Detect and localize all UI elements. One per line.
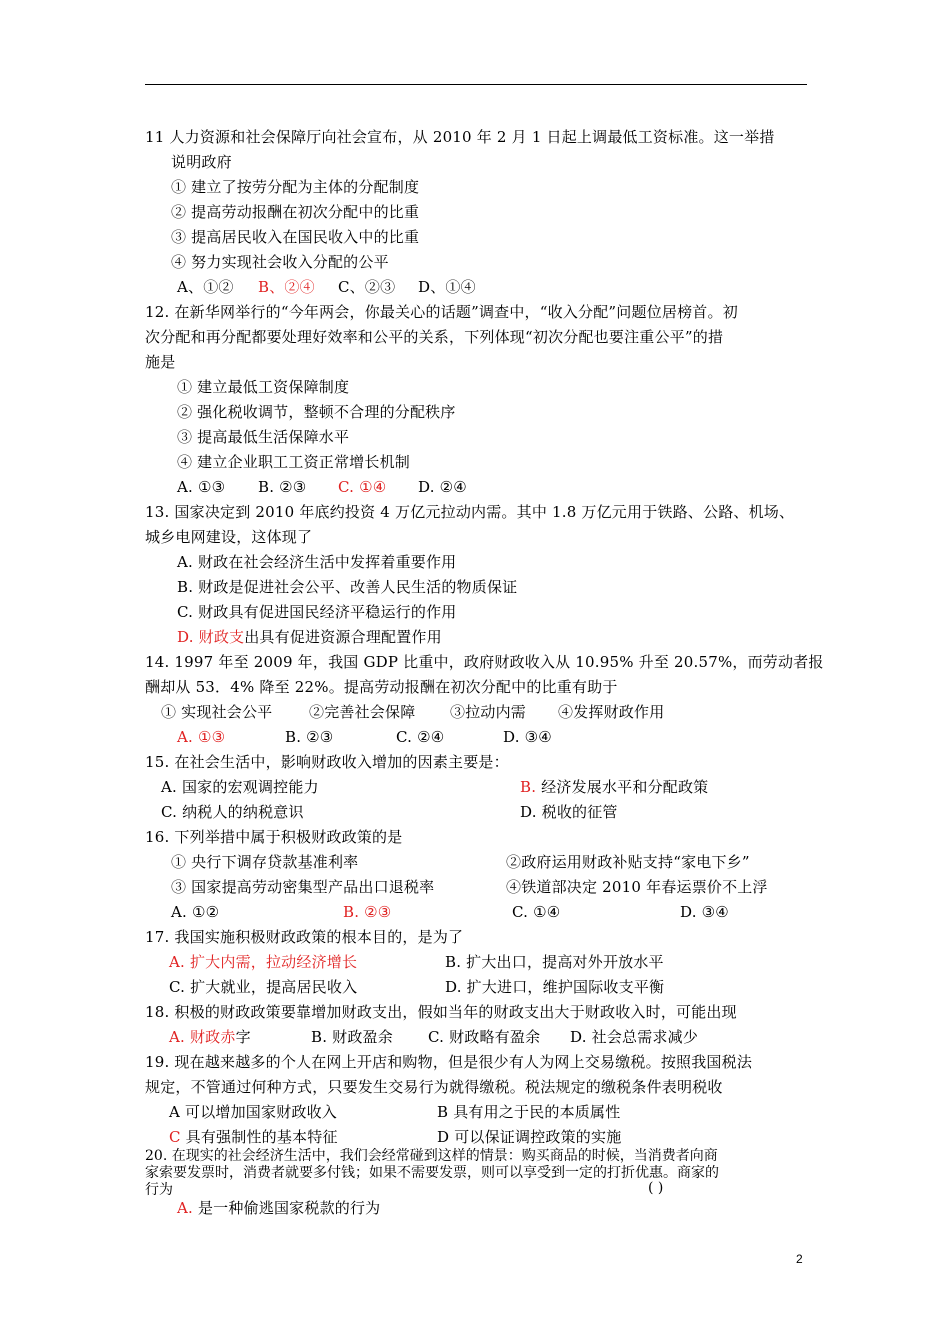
q12-stem: 12. 在新华网举行的“今年两会，你最关心的话题”调查中，“收入分配”问题位居榜首。初	[145, 303, 738, 321]
q15-choice-b-text: 经济发展水平和分配政策	[536, 778, 709, 796]
q13-stem: 13. 国家决定到 2010 年底约投资 4 万亿元拉动内需。其中 1.8 万亿元用于铁路、公路、机场、	[145, 503, 795, 521]
q12-option-2: ② 强化税收调节，整顿不合理的分配秩序	[177, 403, 456, 421]
q16-choice-a: A. ①②	[171, 903, 220, 921]
q12-stem-cont: 次分配和再分配都要处理好效率和公平的关系，下列体现“初次分配也要注重公平”的措	[145, 328, 724, 346]
q16-option-3: ③ 国家提高劳动密集型产品出口退税率	[171, 878, 435, 896]
q16-choice-b-answer: B. ②③	[343, 903, 392, 921]
q11-choice-c: C、②③	[338, 278, 396, 296]
q17-stem: 17. 我国实施积极财政政策的根本目的，是为了	[145, 928, 464, 946]
q20-choice-a	[177, 1198, 380, 1218]
q12-choice-d: D. ②④	[418, 478, 467, 496]
q16-option-4: ④铁道部决定 2010 年春运票价不上浮	[506, 878, 768, 896]
q20-choice-a-body: 是一种偷逃国家税款的行为	[193, 1199, 381, 1217]
q20-stem: 20. 在现实的社会经济生活中，我们会经常碰到这样的情景：购买商品的时候，当消费者向商	[145, 1148, 718, 1164]
q13-choice-a: A. 财政在社会经济生活中发挥着重要作用	[177, 553, 457, 571]
q13-choice-d-answer-mark: D. 财政支	[177, 628, 245, 646]
q16-option-2: ②政府运用财政补贴支持“家电下乡”	[506, 853, 750, 871]
q18-choice-b: B. 财政盈余	[311, 1028, 393, 1046]
q13-choice-d	[177, 627, 442, 647]
q11-stem: 11 人力资源和社会保障厅向社会宣布，从 2010 年 2 月 1 日起上调最低工资标准。这一举措	[145, 128, 775, 146]
q13-stem-cont: 城乡电网建设，这体现了	[145, 528, 313, 546]
q18-stem: 18. 积极的财政政策要靠增加财政支出，假如当年的财政支出大于财政收入时，可能出现	[145, 1003, 737, 1021]
q19-stem: 19. 现在越来越多的个人在网上开店和购物，但是很少有人为网上交易缴税。按照我国税法	[145, 1053, 753, 1071]
q14-choice-a-answer: A. ①③	[177, 728, 226, 746]
page-number: 2	[796, 1252, 803, 1266]
q16-stem: 16. 下列举措中属于积极财政政策的是	[145, 828, 403, 846]
q20-answer-blank: ( )	[648, 1180, 664, 1196]
q18-choice-a	[169, 1027, 251, 1047]
q14-stem-cont: 酬却从 53．4% 降至 22%。提高劳动报酬在初次分配中的比重有助于	[145, 678, 618, 696]
q15-choice-d: D. 税收的征管	[520, 803, 618, 821]
q19-choice-b: B 具有用之于民的本质属性	[437, 1103, 621, 1121]
q14-choice-c: C. ②④	[396, 728, 445, 746]
q15-choice-c: C. 纳税人的纳税意识	[161, 803, 304, 821]
q12-option-1: ① 建立最低工资保障制度	[177, 378, 350, 396]
q18-choice-d: D. 社会总需求减少	[570, 1028, 699, 1046]
q11-option-1: ① 建立了按劳分配为主体的分配制度	[171, 178, 420, 196]
q16-choice-c: C. ①④	[512, 903, 561, 921]
q19-choice-c-answer-mark: C	[169, 1128, 181, 1146]
q12-option-3: ③ 提高最低生活保障水平	[177, 428, 350, 446]
q11-stem-cont: 说明政府	[171, 153, 232, 171]
q12-option-4: ④ 建立企业职工工资正常增长机制	[177, 453, 410, 471]
q15-choice-b-answer-mark: B.	[520, 778, 537, 796]
q13-choice-c: C. 财政具有促进国民经济平稳运行的作用	[177, 603, 457, 621]
q15-choice-a: A. 国家的宏观调控能力	[161, 778, 319, 796]
q20-choice-a-answer-mark: A.	[177, 1199, 194, 1217]
q18-choice-a-text: 字	[235, 1028, 251, 1046]
q14-stem: 14. 1997 年至 2009 年，我国 GDP 比重中，政府财政收入从 10.95% 升至 20.57%，而劳动者报	[145, 653, 824, 671]
q12-stem-cont2: 施是	[145, 353, 176, 371]
q16-choice-d: D. ③④	[680, 903, 729, 921]
q14-option-1: ① 实现社会公平	[161, 703, 273, 721]
q14-option-3: ③拉动内需	[450, 703, 527, 721]
q19-choice-c	[169, 1127, 338, 1147]
header-rule	[145, 84, 807, 85]
q15-stem: 15. 在社会生活中，影响财政收入增加的因素主要是：	[145, 753, 509, 771]
q16-option-1: ① 央行下调存贷款基准利率	[171, 853, 359, 871]
q11-option-3: ③ 提高居民收入在国民收入中的比重	[171, 228, 420, 246]
q17-choice-d: D. 扩大进口，维护国际收支平衡	[445, 978, 665, 996]
q11-choice-b-answer: B、②④	[258, 278, 315, 296]
q13-choice-b: B. 财政是促进社会公平、改善人民生活的物质保证	[177, 578, 518, 596]
q14-choice-b: B. ②③	[285, 728, 334, 746]
q12-choice-c-answer: C. ①④	[338, 478, 387, 496]
q12-choice-a: A. ①③	[177, 478, 226, 496]
q19-choice-c-text: 具有强制性的基本特征	[180, 1128, 338, 1146]
q19-choice-a: A 可以增加国家财政收入	[169, 1103, 338, 1121]
q14-option-4: ④发挥财政作用	[558, 703, 665, 721]
q18-choice-a-answer-mark: A. 财政赤	[169, 1028, 236, 1046]
q11-option-2: ② 提高劳动报酬在初次分配中的比重	[171, 203, 420, 221]
q11-option-4: ④ 努力实现社会收入分配的公平	[171, 253, 389, 271]
q19-stem-cont: 规定，不管通过何种方式，只要发生交易行为就得缴税。税法规定的缴税条件表明税收	[145, 1078, 723, 1096]
q19-choice-d: D 可以保证调控政策的实施	[437, 1128, 622, 1146]
q14-choice-d: D. ③④	[503, 728, 552, 746]
q17-choice-c: C. 扩大就业，提高居民收入	[169, 978, 358, 996]
q11-choice-a: A、①②	[177, 278, 234, 296]
q13-choice-d-text: 出具有促进资源合理配置作用	[244, 628, 442, 646]
q14-option-2: ②完善社会保障	[309, 703, 416, 721]
q12-choice-b: B. ②③	[258, 478, 307, 496]
q17-choice-b: B. 扩大出口，提高对外开放水平	[445, 953, 664, 971]
q20-choice-a-text	[177, 1199, 380, 1217]
q17-choice-a-answer: A. 扩大内需，拉动经济增长	[169, 953, 358, 971]
q20-stem-cont2: 行为	[145, 1182, 173, 1198]
q18-choice-c: C. 财政略有盈余	[428, 1028, 541, 1046]
q20-stem-cont: 家索要发票时，消费者就要多付钱；如果不需要发票，则可以享受到一定的打折优惠。商家的	[145, 1165, 719, 1181]
q15-choice-b	[520, 777, 708, 797]
q11-choice-d: D、①④	[418, 278, 476, 296]
